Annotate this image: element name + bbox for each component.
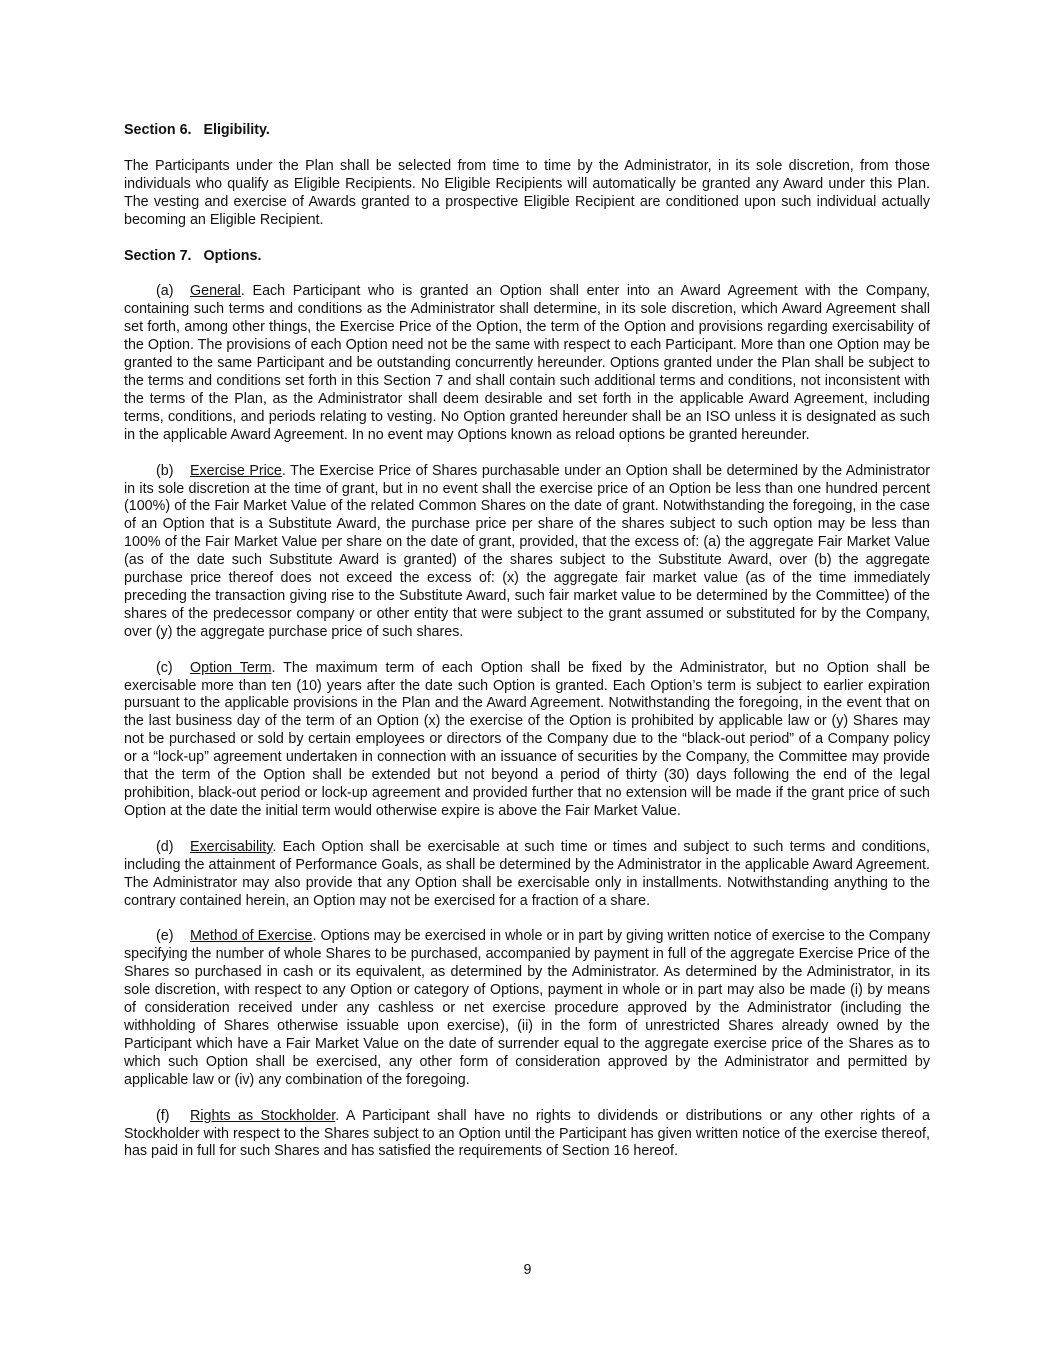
subsection-label: (c) bbox=[156, 659, 173, 676]
subsection-label: (f) bbox=[156, 1107, 170, 1124]
subsection-title: General bbox=[190, 283, 241, 300]
subsection-c bbox=[124, 660, 930, 821]
subsection-label: (b) bbox=[156, 462, 174, 479]
subsection-f bbox=[124, 1108, 930, 1162]
subsection-text: . Options may be exercised in whole or in part by giving written notice of exercise to the Company specifying the number of whole Shares to be purchased, accompanied by payment in full of the aggregate Exercise Price of the Shares so purchased in cash or its equivalent, as determined by the Administrator. As determined by the Administrator, in its sole discretion, with respect to any Option or category of Options, payment in whole or in part may also be made (i) by means of consideration received under any cashless or net exercise procedure approved by the Administrator (including the withholding of Shares otherwise issuable upon exercise), (ii) in the form of unrestricted Shares already owned by the Participant which have a Fair Market Value on the date of surrender equal to the aggregate exercise price of the Shares as to which such Option shall be exercised, any other form of consideration approved by the Administrator and permitted by applicable law or (iv) any combination of the foregoing. bbox=[124, 928, 930, 1088]
subsection-title: Exercise Price bbox=[190, 462, 282, 479]
subsection-label: (d) bbox=[156, 838, 174, 855]
subsection-title: Option Term bbox=[190, 659, 272, 676]
document-page bbox=[124, 122, 930, 1179]
subsection-title: Rights as Stockholder bbox=[190, 1107, 336, 1124]
subsection-text: . Each Option shall be exercisable at such time or times and subject to such terms and conditions, including the attainment of Performance Goals, as shall be determined by the Administrator in the applicable Award Agreement. The Administrator may also provide that any Option shall be exercisable only in installments. Notwithstanding anything to the contrary contained herein, an Option may not be exercised for a fraction of a share. bbox=[124, 838, 930, 909]
subsection-title: Exercisability bbox=[190, 838, 273, 855]
page-number: 9 bbox=[523, 1262, 532, 1278]
section-6-heading: Section 6. Eligibility. bbox=[124, 122, 270, 138]
subsection-a bbox=[124, 283, 930, 444]
subsection-label: (e) bbox=[156, 928, 174, 945]
subsection-e bbox=[124, 928, 930, 1089]
subsection-text: . The maximum term of each Option shall be fixed by the Administrator, but no Option shall be exercisable more than ten (10) years after the date such Option is granted. Each Option’s term is subject to earlier expiration pursuant to the applicable provisions in the Plan and the Award Agreement. Notwithstanding the foregoing, in the event that on the last business day of the term of an Option (x) the exercise of the Option is prohibited by applicable law or (y) Shares may not be purchased or sold by certain employees or directors of the Company due to the “black-out period” of a Company policy or a “lock-up” agreement undertaken in connection with an issuance of securities by the Company, the Committee may provide that the term of the Option shall be extended but not beyond a period of thirty (30) days following the end of the legal prohibition, black-out period or lock-up agreement and provided further that no extension will be made if the grant price of such Option at the date the initial term would otherwise expire is above the Fair Market Value. bbox=[124, 659, 930, 819]
section-6-text: The Participants under the Plan shall be selected from time to time by the Administrator, in its sole discretion, from those individuals who qualify as Eligible Recipients. No Eligible Recipients will automatically be granted any Award under this Plan. The vesting and exercise of Awards granted to a prospective Eligible Recipient are conditioned upon such individual actually becoming an Eligible Recipient. bbox=[124, 157, 930, 228]
subsection-text: . Each Participant who is granted an Option shall enter into an Award Agreement with the Company, containing such terms and conditions as the Administrator shall determine, in its sole discretion, which Award Agreement shall set forth, among other things, the Exercise Price of the Option, the term of the Option and provisions regarding exercisability of the Option. The provisions of each Option need not be the same with respect to each Participant. More than one Option may be granted to the same Participant and be outstanding concurrently hereunder. Options granted under the Plan shall be subject to the terms and conditions set forth in this Section 7 and shall contain such additional terms and conditions, not inconsistent with the terms of the Plan, as the Administrator shall deem desirable and set forth in the applicable Award Agreement, including terms, conditions, and periods relating to vesting. No Option granted hereunder shall be an ISO unless it is designated as such in the applicable Award Agreement. In no event may Options known as reload options be granted hereunder. bbox=[124, 283, 930, 443]
subsection-b bbox=[124, 463, 930, 642]
subsection-text: . A Participant shall have no rights to dividends or distributions or any other rights of a Stockholder with respect to the Shares subject to an Option until the Participant has given written notice of the exercise thereof, has paid in full for such Shares and has satisfied the requirements of Section 16 hereof. bbox=[124, 1107, 930, 1160]
section-7-heading: Section 7. Options. bbox=[124, 247, 262, 264]
subsection-label: (a) bbox=[156, 283, 174, 300]
subsection-text: . The Exercise Price of Shares purchasable under an Option shall be determined by the Administrator in its sole discretion at the time of grant, but in no event shall the exercise price of an Option be less than one hundred percent (100%) of the Fair Market Value of the related Common Shares on the date of grant. Notwithstanding the foregoing, in the case of an Option that is a Substitute Award, the purchase price per share of the shares subject to such option may be less than 100% of the Fair Market Value per share on the date of grant, provided, that the excess of: (a) the aggregate Fair Market Value (as of the date such Substitute Award is granted) of the shares subject to the Substitute Award, over (b) the aggregate purchase price thereof does not exceed the excess of: (x) the aggregate fair market value (as of the time immediately preceding the transaction giving rise to the Substitute Award, such fair market value to be determined by the Committee) of the shares of the predecessor company or other entity that were subject to the grant assumed or substituted for by the Company, over (y) the aggregate purchase price of such shares. bbox=[124, 462, 930, 640]
subsection-d bbox=[124, 839, 930, 911]
subsection-title: Method of Exercise bbox=[190, 928, 313, 945]
